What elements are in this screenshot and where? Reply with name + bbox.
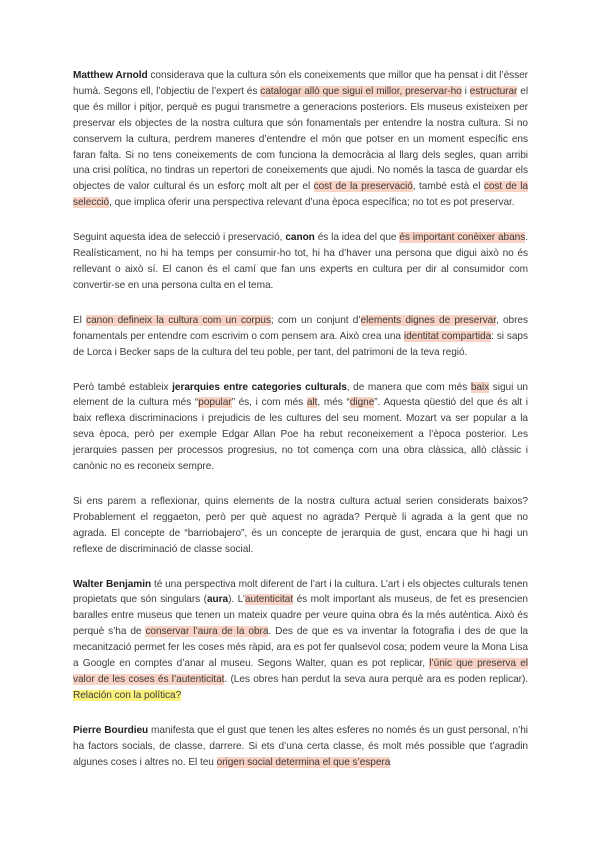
highlighted-text: conservar l’aura de la obra <box>145 626 269 638</box>
body-text: : si saps de Lorca i Becker saps de la cultura del teu poble, per tant, del patrimoni de la teva regió. <box>73 330 528 358</box>
bold-term: aura <box>206 594 229 606</box>
body-text: és la idea del que <box>314 232 400 244</box>
body-text: és molt important als museus, de fet es presencien baralles entre museus que tenen un mateix quadre per veure quina obra és la més autèntica. Això és perquè s’ha de <box>73 594 528 638</box>
paragraph-pierre-bourdieu <box>73 723 528 771</box>
highlighted-text: origen social determina el que s’espera <box>216 756 391 768</box>
body-text: , obres fonamentals per entendre com escrivim o com pensem ara. Això crea una <box>73 314 528 342</box>
body-text: El <box>73 314 87 326</box>
highlighted-text: és important conèixer abans <box>399 232 526 244</box>
highlighted-text: cost de la preservació <box>313 181 413 193</box>
paragraph-reggaeton-reflection <box>73 494 528 558</box>
body-text: . Des de que es va inventar la fotografia i des de que la mecanització permet fer les coses més ràpid, ara es pot fer qualsevol cosa; podem veure la Mona Lisa a Google en comptes d’anar al museu. Segons Walter, quan es pot replicar, <box>73 626 528 670</box>
body-text: i <box>461 85 470 97</box>
highlighted-text: baix <box>470 381 490 393</box>
body-text: manifesta que el gust que tenen les altes esferes no només és un gust personal, n’hi ha factors socials, de classe, darrere. Si ets d’una certa classe, és molt més possible que t’agradin algunes coses i altres no. El teu <box>73 724 528 768</box>
paragraph-canon-selection <box>73 230 528 294</box>
highlighted-question: Relación con la política? <box>73 689 182 701</box>
bold-term: Walter Benjamin <box>73 578 152 590</box>
highlighted-text: l’únic que preserva el valor de les coses és l’autenticitat <box>73 658 528 685</box>
body-text: , també està el <box>412 181 484 193</box>
highlighted-text: popular <box>198 397 232 409</box>
paragraph-cultural-hierarchies <box>73 380 528 475</box>
highlighted-text: catalogar allò que sigui el millor, preservar-ho <box>260 85 462 97</box>
highlighted-text: estructurar <box>469 85 518 97</box>
body-text: . Realísticament, no hi ha temps per consumir-ho tot, hi ha d’haver una persona que digui això no és rellevant o això sí. El canon és el camí que fan uns experts en cultura per dir al consumidor com convertir-se en una persona culta en el tema. <box>73 232 528 291</box>
body-text: , que implica oferir una perspectiva relevant d’una època específica; no tot es pot preservar. <box>109 197 515 209</box>
body-text: Seguint aquesta idea de selecció i preservació, <box>73 232 286 244</box>
body-text: , de manera que com més <box>346 381 471 393</box>
bold-term: jerarquies entre categories culturals <box>172 381 347 393</box>
body-text: considerava que la cultura són els coneixements que millor que ha pensat i dit l’ésser humà. Segons ell, l’objectiu de l’expert és <box>73 70 528 97</box>
body-text: el que és millor i pitjor, perquè es pugui transmetre a generacions posteriors. Els museus existeixen per preservar els objectes de la nostra cultura que són fonamentals per entendre la nostra cultura. Si no conservem la cultura, perdrem maneres d’entendre el món que potser en un moment específic ens faran falta. Si no tens coneixements de com funciona la democràcia al llarg dels segles, quan arribi una crisi política, no tindras un repertori de coneixements que ajudi. No només la tasca de guardar els objectes de valor cultural és un esforç molt alt per el <box>73 85 529 193</box>
bold-term: canon <box>285 232 315 244</box>
body-text: ). L’ <box>228 594 245 606</box>
body-text: Si ens parem a reflexionar, quins elements de la nostra cultura actual serien considerats baixos? Probablement el reggaeton, però per què aquest no agrada? Perquè li agrada a la gent que no agrada. El concepte de “barriobajero”, és un concepte de jerarquia de gust, encara que hi hagi un reflexe de discriminació de classe social. <box>73 495 528 555</box>
body-text: . (Les obres han perdut la seva aura perquè ara es poden replicar). <box>224 674 529 685</box>
paragraph-matthew-arnold <box>73 68 528 211</box>
bold-term: Matthew Arnold <box>73 70 148 81</box>
body-text: ” és, i com més <box>231 397 307 409</box>
highlighted-text: cost de la selecció <box>73 181 528 209</box>
body-text: sigui un element de la cultura més “ <box>73 381 529 409</box>
paragraph-walter-benjamin <box>73 577 528 704</box>
bold-term: Pierre Bourdieu <box>73 724 149 736</box>
document-body <box>73 68 528 790</box>
body-text: , més “ <box>317 397 350 409</box>
highlighted-text: autenticitat <box>244 594 294 606</box>
paragraph-canon-corpus <box>73 313 528 361</box>
highlighted-text: elements dignes de preservar <box>360 314 496 326</box>
body-text: Però també estableix <box>73 381 173 393</box>
body-text: ”. Aquesta qüestió del que és alt i baix reflexa discriminacions i prejudicis de les cultures del seu moment. Mozart va ser popular a la seva època, però per exemple Edgar Allan Poe ha rebut reconeixement a l’època posterior. Les jerarquies passen per processos progresius, no tot comença com una obra clàssica, allò clàssic i canònic no es reconeix sempre. <box>73 397 528 473</box>
highlighted-text: identitat compartida <box>403 330 492 342</box>
highlighted-text: digne <box>349 397 375 409</box>
body-text: ; com un conjunt d’ <box>270 314 361 326</box>
highlighted-text: canon defineix la cultura com un corpus <box>86 314 271 326</box>
highlighted-text: alt <box>306 397 318 409</box>
body-text: té una perspectiva molt diferent de l’art i la cultura. L’art i els objectes culturals tenen propietats que són singulars ( <box>73 578 529 606</box>
